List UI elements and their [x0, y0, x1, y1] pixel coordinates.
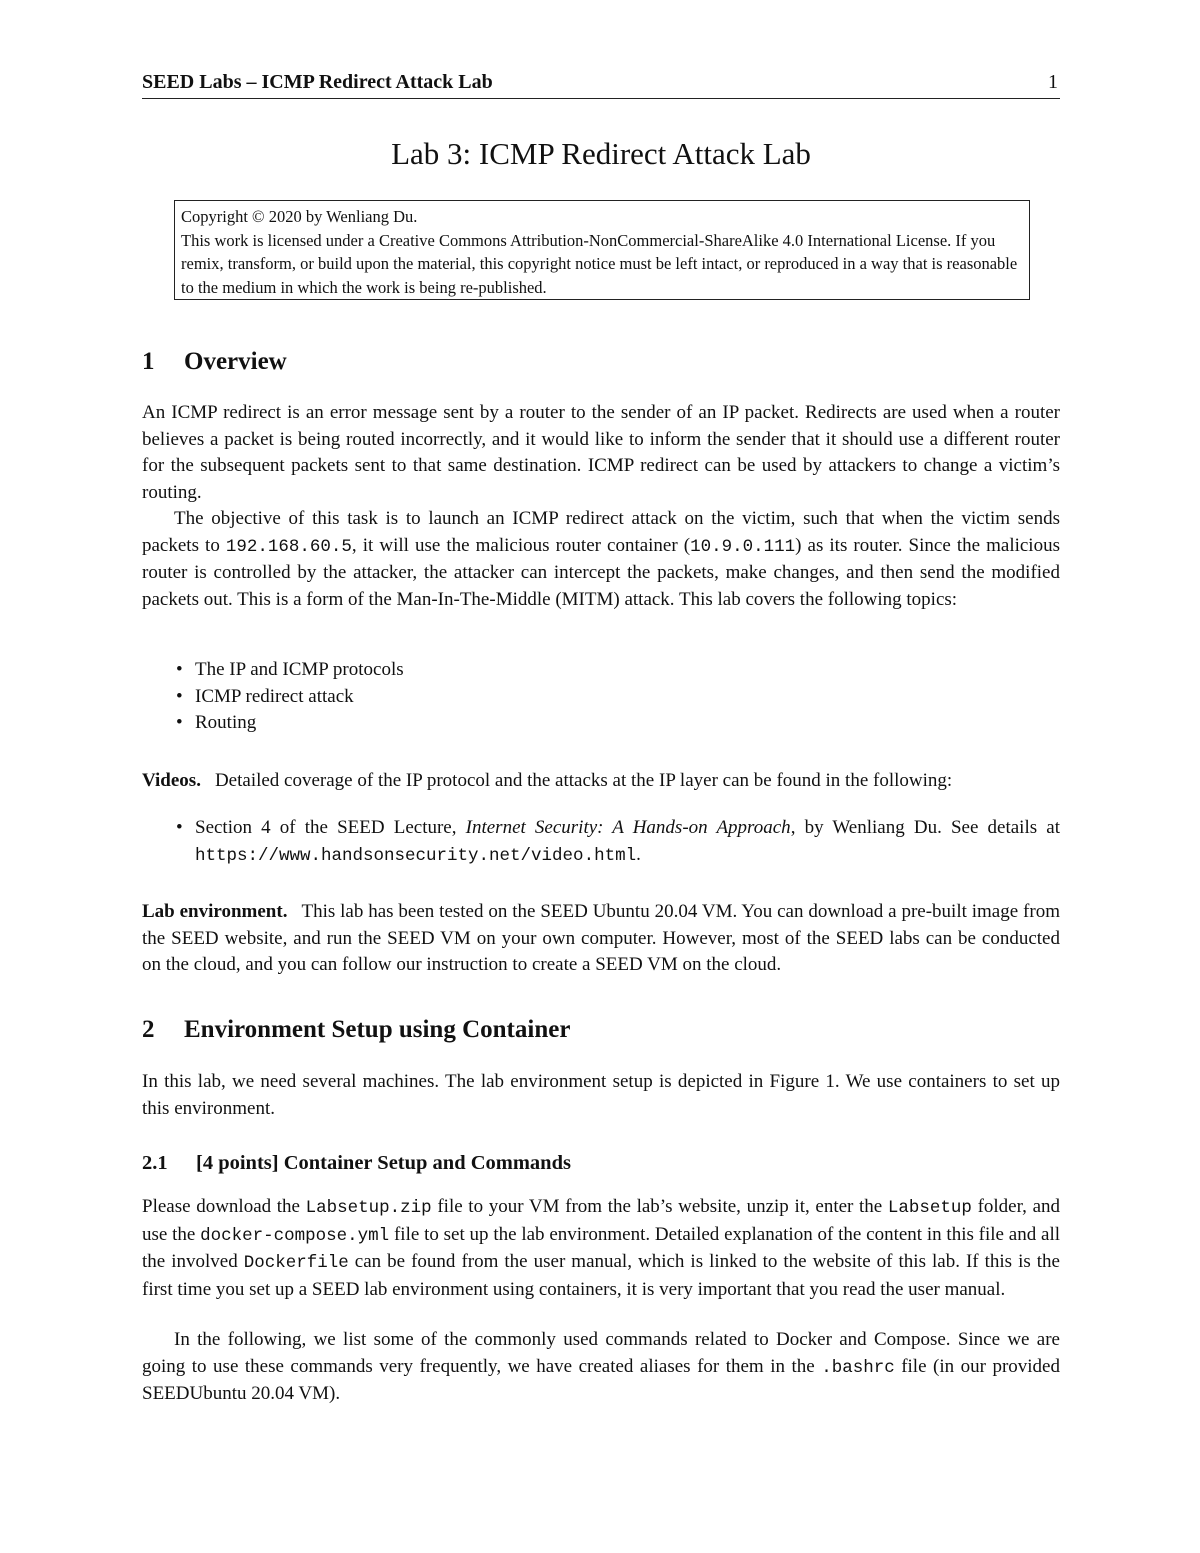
copyright-line: Copyright © 2020 by Wenliang Du. — [181, 207, 418, 226]
dockerfile-name: Dockerfile — [243, 1253, 349, 1274]
running-header — [142, 70, 1060, 99]
folder-name: Labsetup — [887, 1198, 972, 1218]
videos-paragraph — [142, 768, 1060, 795]
copyright-box — [174, 200, 1030, 300]
videos-list — [174, 815, 1060, 869]
subsection-number: 2.1 — [142, 1152, 168, 1174]
section-title: Overview — [184, 348, 287, 375]
subsection-heading-container-setup — [142, 1152, 571, 1175]
text-run: Section 4 of the SEED Lecture, — [195, 817, 466, 838]
page-number: 1 — [1048, 71, 1058, 93]
victim-ip: 192.168.60.5 — [225, 536, 352, 557]
container-setup-paragraph-2 — [142, 1327, 1060, 1408]
compose-filename: docker-compose.yml — [200, 1225, 390, 1246]
labenv-text: This lab has been tested on the SEED Ubuntu 20.04 VM. You can download a pre-built image from the SEED website, and run the SEED VM on your own computer. However, most of the SEED labs can be conducted on the cloud, and you can follow our instruction to create a SEED VM on the cloud. — [142, 901, 1060, 976]
list-item: • Routing — [174, 710, 1060, 737]
router-ip: 10.9.0.111 — [690, 536, 796, 557]
text-run: . — [636, 843, 641, 865]
overview-paragraph-1: An ICMP redirect is an error message sent by a router to the sender of an IP packet. Redirects are used when a router believes a packet is being routed incorrectly, and it would like to inform the sender that it should use a different router for the subsequent packets sent to that same destination. ICMP redirect can be used by attackers to change a victim’s routing. — [142, 402, 1060, 503]
text-run: , it will use the malicious router container ( — [351, 534, 691, 556]
list-item — [174, 815, 1060, 869]
overview-paragraph-2 — [142, 506, 1060, 613]
section-heading-overview — [142, 348, 287, 376]
text-run: ) as its router. Since the malicious router is controlled by the attacker, the attacker can intercept the packets, make changes, and then send the modified packets out. This is a form of the Man-In-The-Middle (MITM) attack. This lab covers the following topics: — [142, 534, 1060, 610]
text-run: can be found from the user manual, which is linked to the website of this lab. If this is the first time you set up a SEED lab environment using containers, it is very important that you read the user manual. — [142, 1251, 1060, 1300]
section-number: 2 — [142, 1016, 155, 1043]
video-link[interactable]: https://www.handsonsecurity.net/video.html — [195, 845, 637, 866]
labenv-label: Lab environment. — [142, 901, 288, 922]
list-item: • The IP and ICMP protocols — [174, 657, 1060, 684]
text-run: file to set up the lab environment. Detailed explanation of the content in this file and all the involved — [142, 1223, 1060, 1273]
text-run: folder, and use the — [142, 1196, 1061, 1245]
list-item: • ICMP redirect attack — [174, 684, 1060, 711]
book-title: Internet Security: A Hands-on Approach — [465, 817, 791, 838]
zip-filename: Labsetup.zip — [305, 1198, 432, 1218]
section-title: Environment Setup using Container — [184, 1016, 571, 1043]
license-text: This work is licensed under a Creative Commons Attribution-NonCommercial-ShareAlike 4.0 International License. If you remix, transform, or build upon the material, this copyright notice must be left intact, or reproduced in a way that is reasonable to the medium in which the work is being re-published. — [181, 230, 1018, 297]
text-run: file (in our provided SEEDUbuntu 20.04 VM). — [142, 1355, 1060, 1405]
document-title: Lab 3: ICMP Redirect Attack Lab — [391, 136, 811, 171]
lab-environment-paragraph — [142, 899, 1060, 979]
text-run: , by Wenliang Du. See details at — [790, 817, 1060, 838]
section-number: 1 — [142, 348, 155, 375]
container-setup-paragraph-1 — [142, 1194, 1060, 1303]
running-title: SEED Labs – ICMP Redirect Attack Lab — [142, 71, 493, 93]
text-run: Please download the — [142, 1196, 306, 1217]
videos-text: Detailed coverage of the IP protocol and the attacks at the IP layer can be found in the following: — [214, 770, 953, 791]
section-heading-environment — [142, 1016, 570, 1044]
text-run: file to your VM from the lab’s website, unzip it, enter the — [431, 1196, 888, 1217]
environment-paragraph: In this lab, we need several machines. The lab environment setup is depicted in Figure 1. We use containers to set up this environment. — [142, 1071, 1060, 1119]
subsection-title: [4 points] Container Setup and Commands — [196, 1152, 571, 1174]
videos-label: Videos. — [142, 770, 201, 791]
text-run: The objective of this task is to launch an ICMP redirect attack on the victim, such that when the victim sends packets to — [142, 508, 1060, 556]
topics-list — [174, 657, 1060, 737]
bashrc-filename: .bashrc — [821, 1357, 895, 1378]
text-run: In the following, we list some of the commonly used commands related to Docker and Compose. Since we are going to use these commands very frequently, we have created aliases for them in the — [142, 1329, 1060, 1377]
